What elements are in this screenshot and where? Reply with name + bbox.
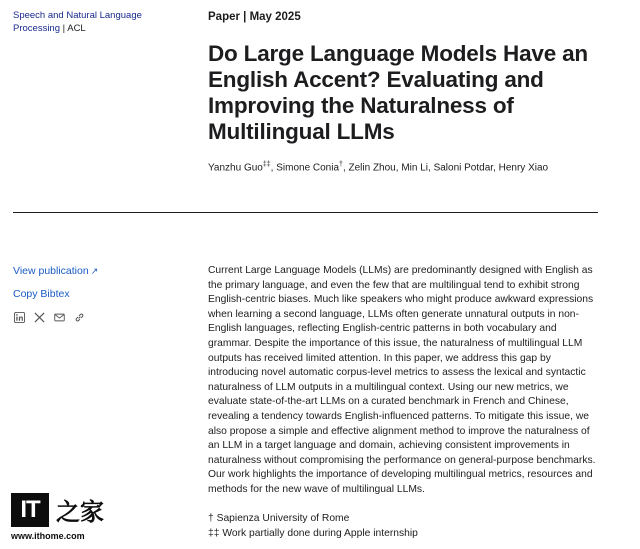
paper-header	[208, 9, 628, 175]
watermark-url: www.ithome.com	[11, 531, 85, 541]
section-divider	[13, 212, 598, 213]
x-icon[interactable]	[33, 311, 45, 323]
footnote-affiliation: † Sapienza University of Rome	[208, 513, 350, 524]
sidebar-actions	[13, 264, 183, 323]
author-name: Simone Conia	[276, 162, 340, 174]
watermark-it-badge: IT	[11, 493, 49, 527]
paper-meta: Paper | May 2025	[208, 11, 301, 23]
email-icon[interactable]	[53, 311, 65, 323]
view-publication-link[interactable]	[13, 264, 183, 278]
view-publication-label: View publication	[13, 265, 89, 277]
link-icon[interactable]	[73, 311, 85, 323]
copy-bibtex-link[interactable]: Copy Bibtex	[13, 288, 70, 300]
author-mark: ‡‡	[262, 161, 271, 168]
author-mark: †	[339, 161, 343, 168]
external-arrow-icon: ↗	[90, 266, 99, 276]
category-separator: |	[60, 23, 68, 34]
footnotes	[208, 512, 598, 541]
linkedin-icon[interactable]	[13, 311, 25, 323]
abstract-text: Current Large Language Models (LLMs) are predominantly designed with English as the primary language, and even the few that are multilingual tend to exhibit strong English-centric biases. Much like speakers who might produce awkward expressions when learning a second language, LLMs often generate unnatural outputs in non-English languages, reflecting English-centric patterns in both vocabulary and grammar. Despite the importance of this issue, the naturalness of multilingual LLM outputs has received limited attention. In this paper, we address this gap by introducing novel automatic corpus-level metrics to assess the lexical and syntactic naturalness of LLM outputs in a multilingual context. Using our new metrics, we evaluate state-of-the-art LLMs on a curated benchmark in French and Chinese, revealing a tendency towards English-influenced patterns. To mitigate this issue, we also propose a simple and effective alignment method to improve the naturalness of an LLM in a target language and domain, achieving consistent improvements in naturalness without compromising the performance on general-purpose benchmarks. Our work highlights the importance of developing multilingual metrics, resources and methods for the new wave of multilingual LLMs.	[208, 265, 596, 495]
venue-label: ACL	[67, 23, 86, 34]
research-area	[13, 9, 163, 35]
share-bar	[13, 311, 183, 323]
author-name: Zelin Zhou	[348, 162, 396, 174]
author-name: Min Li	[401, 162, 428, 174]
site-watermark	[11, 492, 111, 544]
author-name: Saloni Potdar	[433, 162, 494, 174]
footnote-internship: ‡‡ Work partially done during Apple internship	[208, 527, 418, 539]
watermark-logo	[11, 492, 111, 527]
category-link[interactable]: Speech and Natural Language Processing	[13, 10, 142, 34]
author-list: Yanzhu Guo‡‡, Simone Conia†, Zelin Zhou, Min Li, Saloni Potdar, Henry Xiao	[208, 161, 549, 174]
author-name: Yanzhu Guo	[208, 162, 263, 174]
page-title: Do Large Language Models Have an English Accent? Evaluating and Improving the Naturalness of Multilingual LLMs	[208, 41, 588, 144]
author-name: Henry Xiao	[498, 162, 549, 174]
watermark-home-text: 之家	[56, 499, 104, 526]
